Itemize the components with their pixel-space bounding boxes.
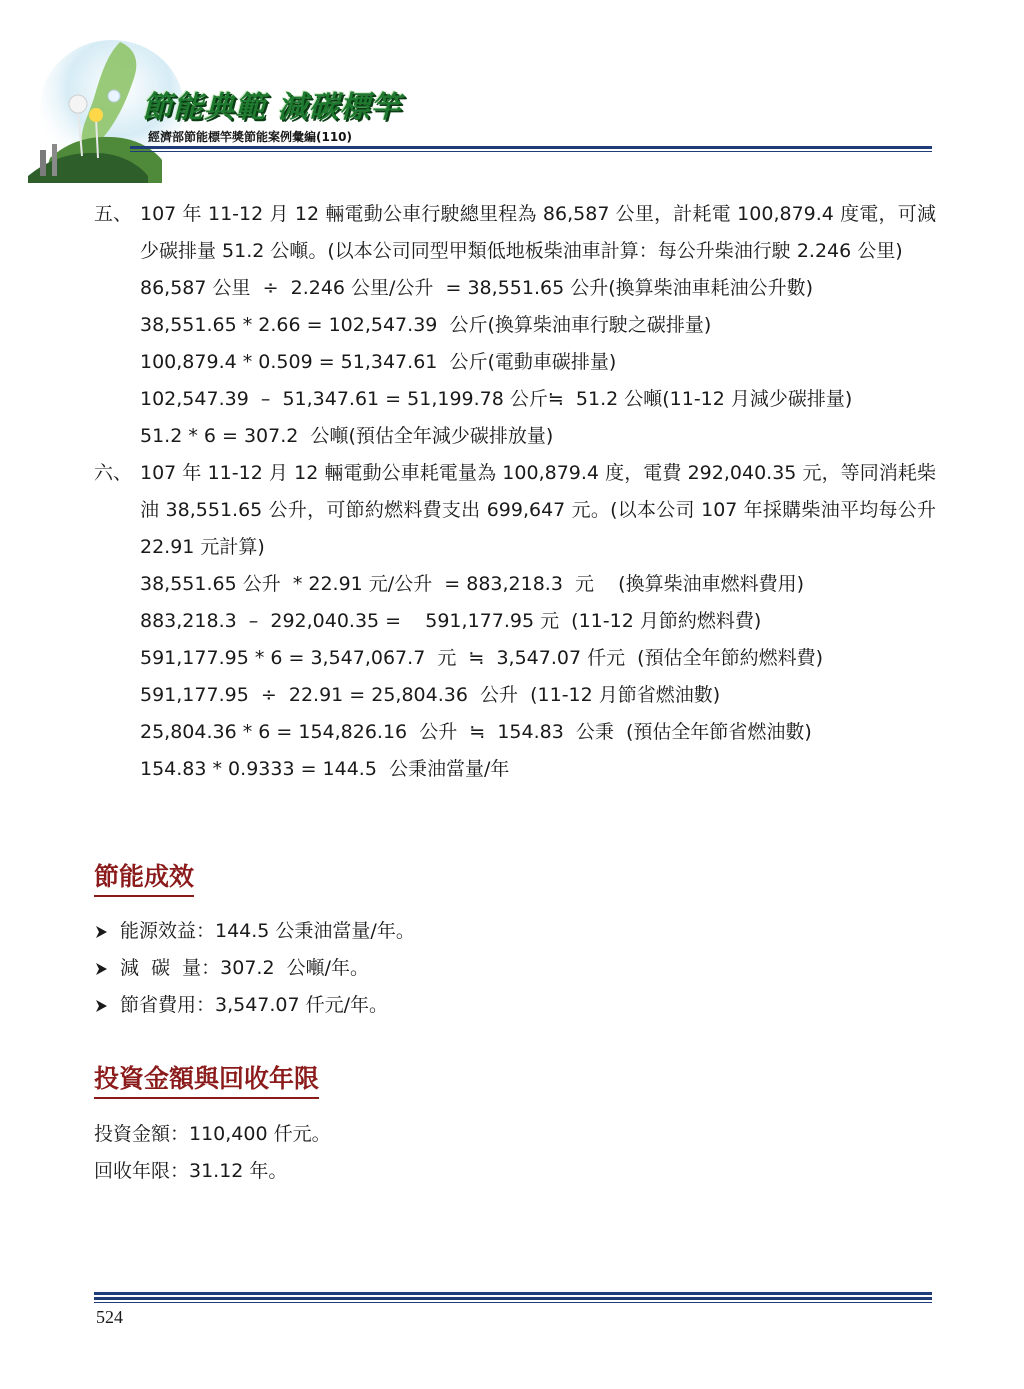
calc-line: 154.83 * 0.9333 = 144.5 公秉油當量/年 bbox=[140, 758, 510, 780]
calc-line: 883,218.3 – 292,040.35 = 591,177.95 元 (11-12 月節約燃料費) bbox=[140, 610, 762, 632]
arrow-bullet-icon bbox=[94, 962, 108, 976]
list-item bbox=[94, 987, 415, 1024]
investment-amount: 投資金額：110,400 仟元。 bbox=[94, 1123, 331, 1145]
item-paragraph: 107 年 11-12 月 12 輛電動公車行駛總里程為 86,587 公里，計耗電 100,879.4 度電，可減少碳排量 51.2 公噸。(以本公司同型甲類低地板柴油車計算：每公升柴油行駛 2.246 公里) bbox=[140, 203, 936, 262]
header-rule-thin bbox=[130, 151, 932, 152]
calc-line: 38,551.65 * 2.66 = 102,547.39 公斤(換算柴油車行駛之碳排量) bbox=[140, 314, 712, 336]
investment-lines bbox=[94, 1116, 331, 1190]
header-rule bbox=[130, 146, 932, 149]
page-header bbox=[0, 0, 1024, 190]
list-item-six bbox=[94, 455, 936, 566]
section-heading-investment: 投資金額與回收年限 bbox=[94, 1059, 319, 1099]
calc-line: 102,547.39 – 51,347.61 = 51,199.78 公斤≒ 51.2 公噸(11-12 月減少碳排量) bbox=[140, 388, 853, 410]
list-item bbox=[94, 950, 415, 987]
calc-line: 591,177.95 ÷ 22.91 = 25,804.36 公升 (11-12 月節省燃油數) bbox=[140, 684, 721, 706]
brand-title: 節能典範 減碳標竿 bbox=[142, 90, 402, 125]
section-heading-results: 節能成效 bbox=[94, 857, 194, 897]
list-item-five bbox=[94, 196, 936, 270]
calc-line: 25,804.36 * 6 = 154,826.16 公升 ≒ 154.83 公秉 (預估全年節省燃油數) bbox=[140, 721, 812, 743]
calc-line: 51.2 * 6 = 307.2 公噸(預估全年減少碳排放量) bbox=[140, 425, 554, 447]
result-text: 節省費用：3,547.07 仟元/年。 bbox=[120, 994, 389, 1016]
footer-rule bbox=[94, 1292, 932, 1295]
payback-period: 回收年限：31.12 年。 bbox=[94, 1160, 288, 1182]
brand-subtitle: 經濟部節能標竿獎節能案例彙編(110) bbox=[148, 130, 353, 144]
arrow-bullet-icon bbox=[94, 925, 108, 939]
list-item bbox=[94, 913, 415, 950]
calc-line: 591,177.95 * 6 = 3,547,067.7 元 ≒ 3,547.07 仟元 (預估全年節約燃料費) bbox=[140, 647, 824, 669]
result-text: 能源效益：144.5 公秉油當量/年。 bbox=[120, 920, 415, 942]
calc-line: 100,879.4 * 0.509 = 51,347.61 公斤(電動車碳排量) bbox=[140, 351, 617, 373]
result-text: 減 碳 量：307.2 公噸/年。 bbox=[120, 957, 370, 979]
results-list bbox=[94, 913, 415, 1024]
footer-rule bbox=[94, 1297, 932, 1300]
footer-rule-thin bbox=[94, 1302, 932, 1303]
calc-line: 86,587 公里 ÷ 2.246 公里/公升 = 38,551.65 公升(換算柴油車耗油公升數) bbox=[140, 277, 814, 299]
item-paragraph: 107 年 11-12 月 12 輛電動公車耗電量為 100,879.4 度，電費 292,040.35 元，等同消耗柴油 38,551.65 公升，可節約燃料費支出 699,647 元。(以本公司 107 年採購柴油平均每公升 22.91 元計算) bbox=[140, 462, 936, 558]
page-number: 524 bbox=[96, 1307, 123, 1327]
item-marker: 六、 bbox=[94, 462, 133, 484]
calculation-section bbox=[94, 196, 936, 788]
calc-line: 38,551.65 公升 * 22.91 元/公升 = 883,218.3 元 (換算柴油車燃料費用) bbox=[140, 573, 804, 595]
item-marker: 五、 bbox=[94, 203, 133, 225]
arrow-bullet-icon bbox=[94, 999, 108, 1013]
